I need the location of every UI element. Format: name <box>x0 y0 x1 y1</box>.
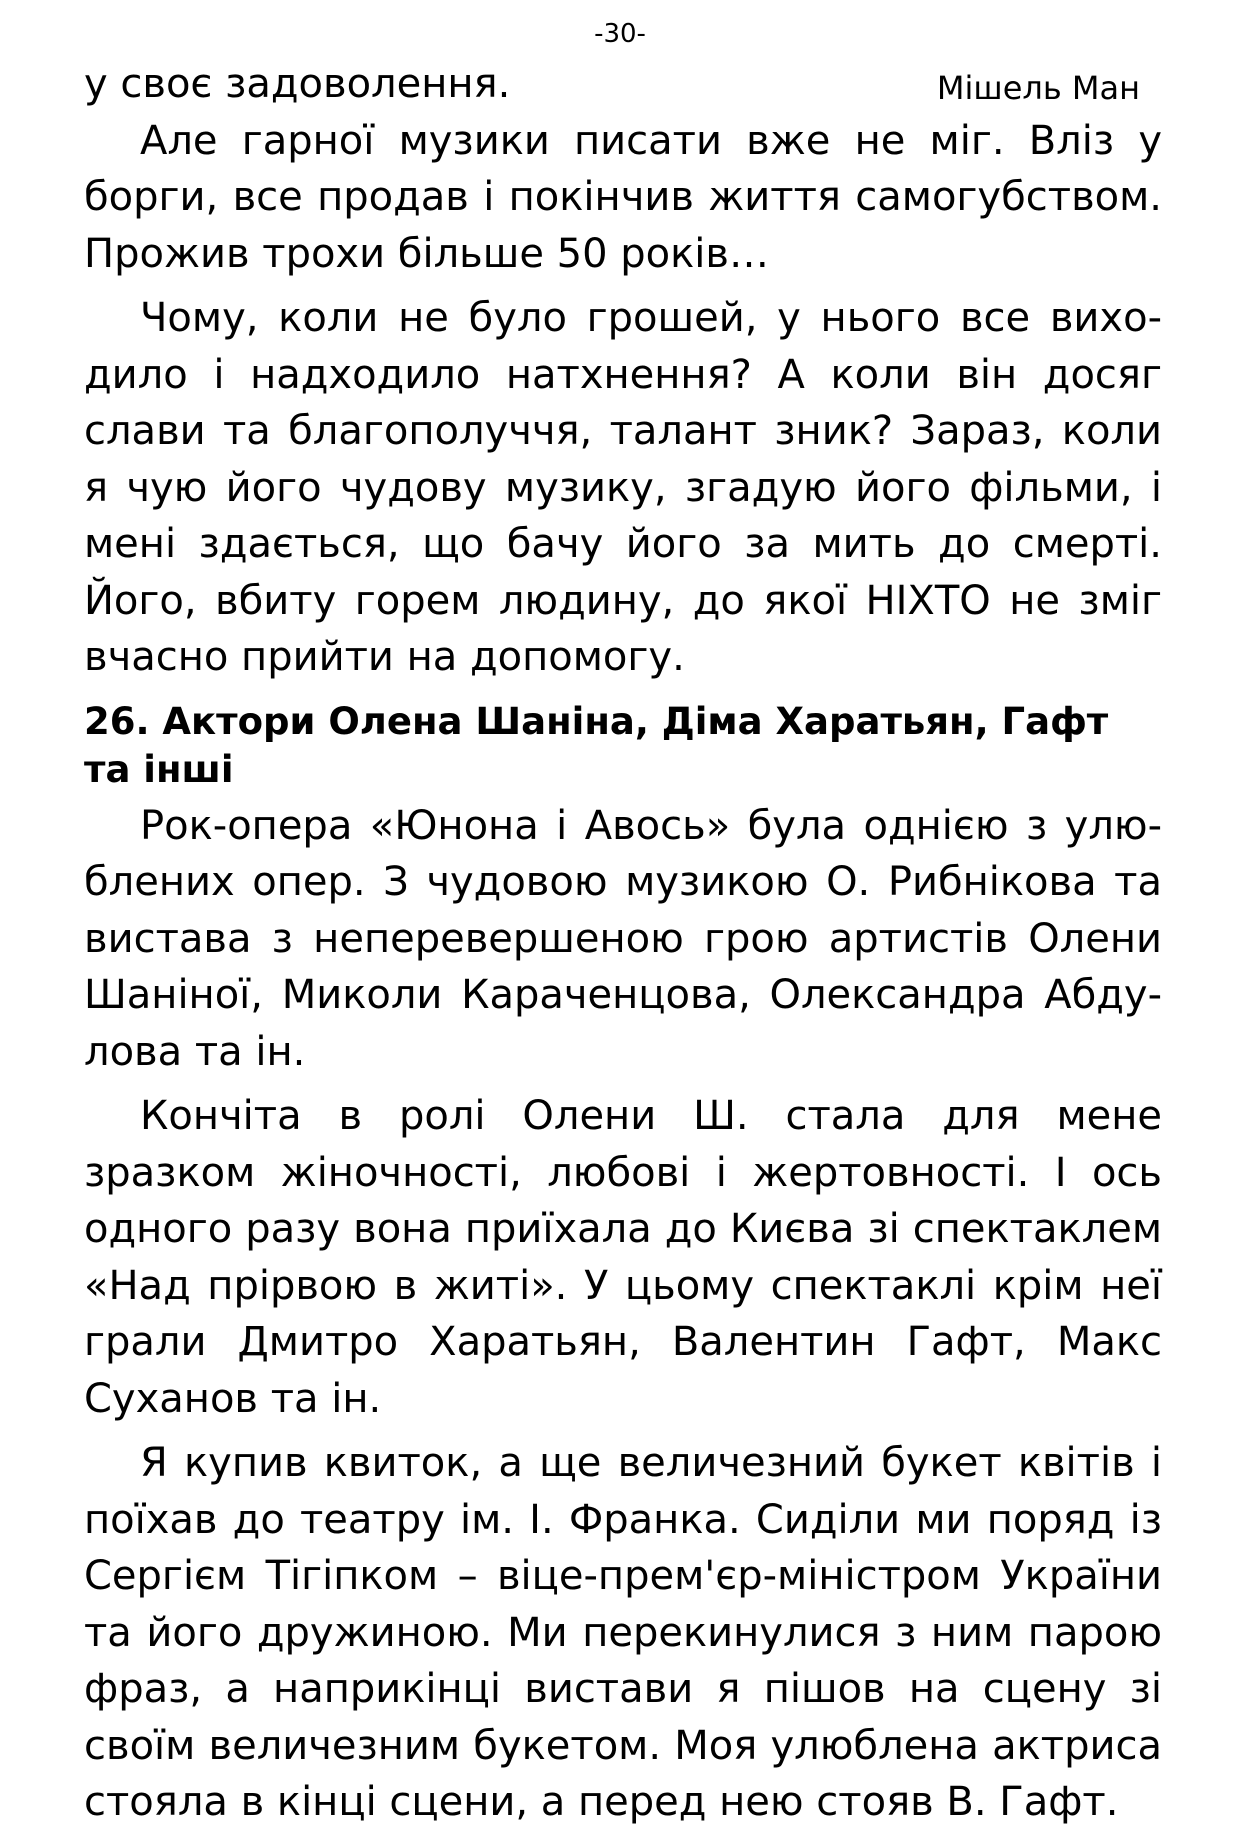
first-line <box>84 56 1162 113</box>
paragraph: Рок-опера «Юнона і Авось» була однією з улюблених опер. З чудовою музикою О. Рибнікова та вистава з неперевершеною грою артистів Олени Шаніної, Миколи Караченцова, Олександра Абдулова та ін. <box>84 802 1162 1075</box>
page-body <box>84 56 1162 1831</box>
page-number: -30- <box>594 19 646 49</box>
paragraph: Кончіта в ролі Олени Ш. стала для мене зразком жіночності, любові і жертовності. І ось одного разу вона приїхала до Києва зі спектаклем «Над прірвою в житі». У цьому спектаклі крім неї грали Дмитро Харатьян, Валентин Гафт, Макс Суханов та ін. <box>84 1093 1162 1422</box>
section-heading: 26. Актори Олена Шаніна, Діма Харатьян, Гафт та інші <box>84 699 1109 791</box>
continued-text: у своє задоволення. <box>84 61 511 107</box>
paragraph: Але гарної музики писати вже не міг. Вліз у борги, все продав і покінчив життя самогубством. Прожив трохи більше 50 років… <box>84 117 1162 277</box>
running-header-author: Мішель Ман <box>936 69 1140 107</box>
paragraph: Я купив квиток, а ще величезний букет квітів і поїхав до театру ім. І. Франка. Сиділи ми поряд із Сергієм Тігіпком – віце-прем'єр-міністром України та його дружиною. Ми перекинулися з ним парою фраз, а наприкінці вистави я пішов на сцену зі своїм величезним букетом. Моя улюблена актриса стояла в кінці сцени, а перед нею стояв В. Гафт. <box>84 1440 1162 1825</box>
paragraph: Чому, коли не було грошей, у нього все виходило і надходило натхнення? А коли він досяг слави та благополуччя, талант зник? Зараз, коли я чую його чудову музику, згадую його фільми, і мені здається, що бачу його за мить до смерті. Його, вбиту горем людину, до якої НІХТО не зміг вчасно прийти на допомогу. <box>84 295 1162 680</box>
